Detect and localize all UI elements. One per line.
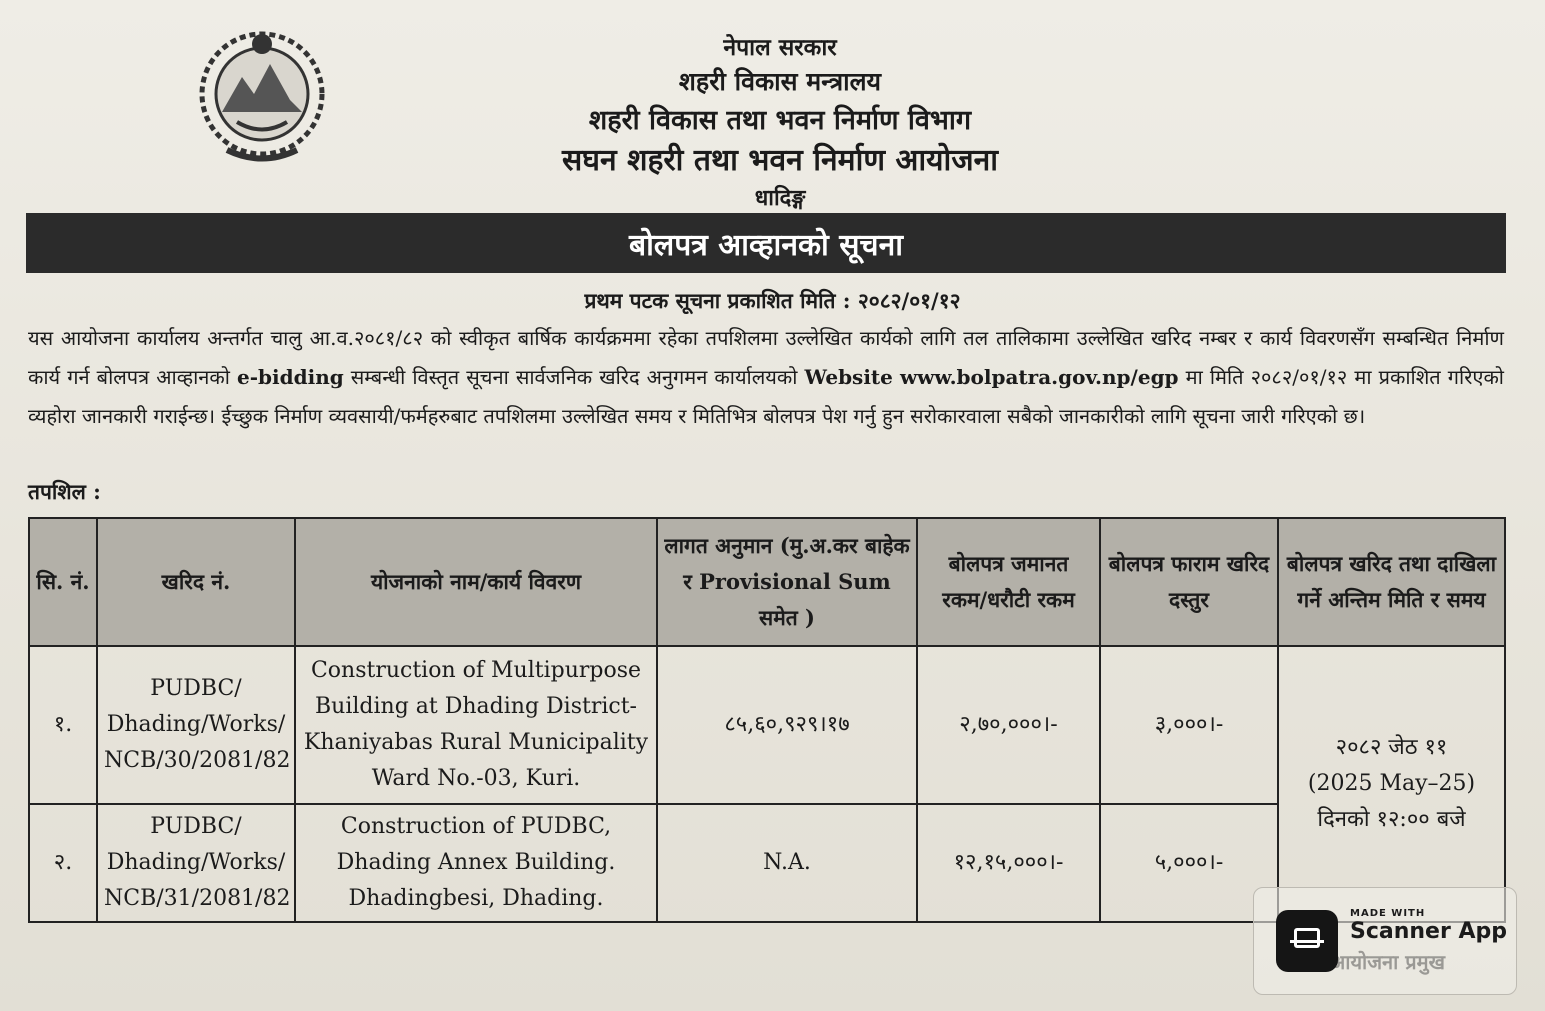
cell-bid-security: २,७०,०००।- — [917, 646, 1100, 804]
published-date: प्रथम पटक सूचना प्रकाशित मिति : २०८२/०१/१२ — [584, 288, 961, 313]
header-deadline: बोलपत्र खरिद तथा दाखिला गर्ने अन्तिम मिति र समय — [1278, 518, 1505, 646]
cell-project: Construction of PUDBC, Dhading Annex Building. Dhadingbesi, Dhading. — [295, 804, 657, 922]
cell-procurement-no: PUDBC/ Dhading/Works/ NCB/31/2081/82 — [97, 804, 295, 922]
header-bid-security: बोलपत्र जमानत रकम/धरौटी रकम — [917, 518, 1100, 646]
table-header-row — [29, 518, 1505, 646]
cell-deadline — [1278, 646, 1505, 922]
badge-made-with: MADE WITH — [1350, 908, 1426, 919]
notice-title-banner — [26, 213, 1506, 273]
cell-sn: २. — [29, 804, 97, 922]
header-project: सघन शहरी तथा भवन निर्माण आयोजना — [561, 143, 999, 178]
cell-cost-estimate: N.A. — [657, 804, 917, 922]
table-row — [29, 646, 1505, 804]
nepal-government-emblem-icon — [192, 22, 332, 172]
ebidding-text: e-bidding — [237, 365, 344, 389]
header-procurement-no: खरिद नं. — [97, 518, 295, 646]
deadline-date-en: (2025 May–25) — [1307, 771, 1476, 796]
deadline-date-np: २०८२ जेठ ११ — [1335, 735, 1448, 760]
deadline-time: दिनको १२:०० बजे — [1317, 807, 1466, 832]
notice-body — [28, 319, 1504, 436]
cell-procurement-no: PUDBC/ Dhading/Works/ NCB/30/2081/82 — [97, 646, 295, 804]
notice-title: बोलपत्र आव्हानको सूचना — [629, 227, 903, 263]
body-text-3: मा मिति २०८२/०१/१२ मा प्रकाशित गरिएको व्यहोरा जानकारी गराईन्छ। ईच्छुक निर्माण व्यवसायी/फर्महरुबाट तपशिलमा उल्लेखित समय र मितिभित्र बोलपत्र पेश गर्नु हुन सरोकारवाला सबैको जानकारीको लागि सूचना जारी गरिएको छ। — [28, 365, 1504, 428]
website-url: www.bolpatra.gov.np/egp — [899, 365, 1179, 389]
header-location: धादिङ्ग — [754, 185, 806, 211]
cell-form-fee: ३,०००।- — [1100, 646, 1278, 804]
header-ministry: शहरी विकास मन्त्रालय — [678, 67, 882, 96]
cell-project: Construction of Multipurpose Building at Dhading District-Khaniyabas Rural Municipality Ward No.-03, Kuri. — [295, 646, 657, 804]
schedule-label: तपशिल : — [28, 479, 101, 504]
website-label: Website — [804, 365, 893, 389]
badge-app-name: Scanner App — [1350, 919, 1508, 944]
scanner-app-badge[interactable] — [1253, 887, 1517, 995]
cell-form-fee: ५,०००।- — [1100, 804, 1278, 922]
tender-table — [28, 517, 1506, 923]
header-project: योजनाको नाम/कार्य विवरण — [295, 518, 657, 646]
header-sn: सि. नं. — [29, 518, 97, 646]
header-department: शहरी विकास तथा भवन निर्माण विभाग — [588, 105, 972, 136]
cell-sn: १. — [29, 646, 97, 804]
header-cost-estimate: लागत अनुमान (मु.अ.कर बाहेक र Provisional Sum समेत ) — [657, 518, 917, 646]
cell-bid-security: १२,१५,०००।- — [917, 804, 1100, 922]
header-form-fee: बोलपत्र फाराम खरिद दस्तुर — [1100, 518, 1278, 646]
body-text-1: यस आयोजना कार्यालय अन्तर्गत चालु आ.व.२०८१/८२ को स्वीकृत बार्षिक कार्यक्रममा रहेका तपशिलमा उल्लेखित कार्यको लागि तल तालिकामा उल्लेखित खरिद नम्बर र कार्य विवरणसँग सम्बन्धित निर्माण कार्य गर्न बोलपत्र आव्हानको — [28, 326, 1504, 389]
body-text-2: सम्बन्धी विस्तृत सूचना सार्वजनिक खरिद अनुगमन कार्यालयको — [343, 365, 805, 389]
header-government: नेपाल सरकार — [723, 34, 837, 61]
cell-cost-estimate: ८५,६०,९२९।१७ — [657, 646, 917, 804]
scanner-app-icon — [1276, 910, 1338, 972]
